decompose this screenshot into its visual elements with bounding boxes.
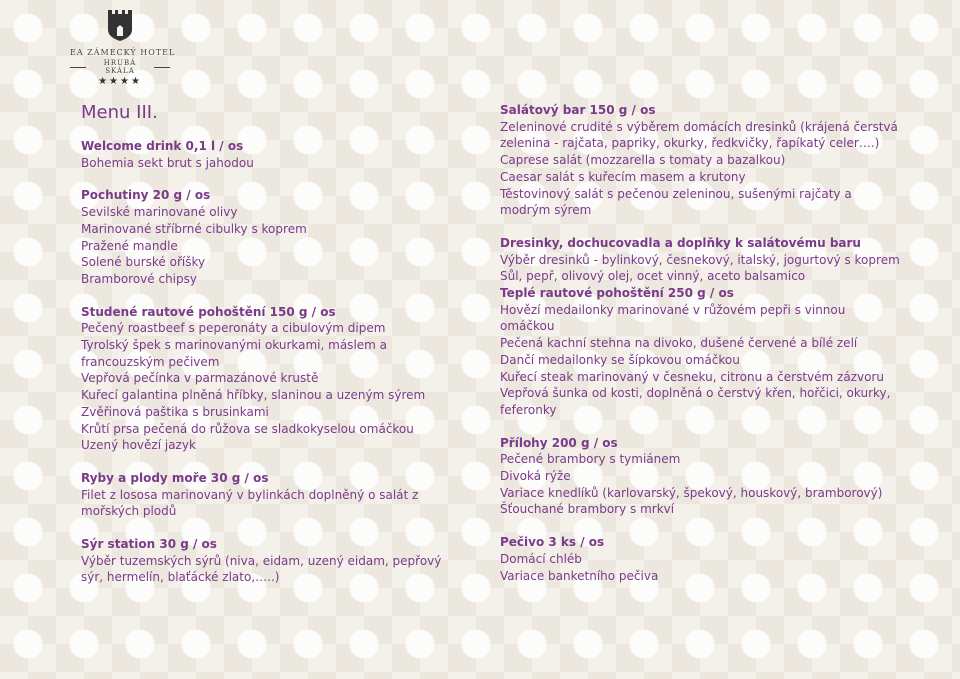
menu-item: Kuřecí galantina plněná hříbky, slaninou a uzeným sýrem <box>81 388 426 403</box>
left-sections <box>81 138 461 586</box>
menu-item: Variace banketního pečiva <box>500 568 659 583</box>
right-sections <box>500 102 900 584</box>
menu-item: Výběr tuzemských sýrů (niva, eidam, uzený eidam, pepřový sýr, hermelín, blaťácké zlato,…..) <box>81 553 442 585</box>
menu-item: Marinované stříbrné cibulky s koprem <box>81 221 307 236</box>
menu-item: Pražené mandle <box>81 238 178 253</box>
castle-tower-icon <box>107 8 133 42</box>
star-rating: ★★★★ <box>98 76 142 87</box>
menu-section <box>81 187 461 287</box>
section-heading: Welcome drink 0,1 l / os <box>81 139 244 153</box>
section-heading: Sýr station 30 g / os <box>81 537 217 552</box>
menu-item: Variace knedlíků (karlovarský, špekový, houskový, bramborový) <box>500 485 883 500</box>
menu-item: Sevilské marinované olivy <box>81 205 238 220</box>
menu-section <box>81 536 461 586</box>
menu-item: Caesar salát s kuřecím masem a krutony <box>500 169 746 184</box>
menu-item: Pečená kachní stehna na divoko, dušené červené a bílé zelí <box>500 336 858 351</box>
menu-item: Výběr dresinků - bylinkový, česnekový, italský, jogurtový s koprem <box>500 252 900 267</box>
logo-rule-right <box>154 67 170 68</box>
menu-item: Solené burské oříšky <box>81 255 206 270</box>
menu-section <box>81 138 461 171</box>
menu-item: Hovězí medailonky marinované v růžovém pepři s vinnou omáčkou <box>500 302 846 334</box>
menu-item: Pečené brambory s tymiánem <box>500 452 681 467</box>
section-heading: Studené rautové pohoštění 150 g / os <box>81 304 336 319</box>
menu-item: Filet z lososa marinovaný v bylinkách doplněný o salát z mořských plodů <box>81 487 419 519</box>
menu-item: Pečený roastbeef s peperonáty a cibulovým dipem <box>81 321 386 336</box>
logo-rule-left <box>70 67 86 68</box>
menu-item: Vepřová šunka od kosti, doplněná o čerstvý křen, hořčici, okurky, feferonky <box>500 386 891 417</box>
section-heading: Pochutiny 20 g / os <box>81 188 211 203</box>
menu-section <box>500 102 900 219</box>
menu-section <box>81 304 461 454</box>
menu-section <box>500 534 900 584</box>
section-heading: Salátový bar 150 g / os <box>500 103 656 117</box>
menu-item: Šťouchané brambory s mrkví <box>500 502 675 517</box>
menu-item: Tyrolský špek s marinovanými okurkami, máslem a francouzským pečivem <box>81 338 388 369</box>
menu-item: Bohemia sekt brut s jahodou <box>81 155 254 170</box>
menu-section <box>500 235 900 285</box>
logo-sub-text: HRUBÁ SKÁLA <box>103 59 137 75</box>
section-heading: Ryby a plody moře 30 g / os <box>81 470 269 485</box>
menu-item: Kuřecí steak marinovaný v česneku, citronu a čerstvém zázvoru <box>500 369 884 384</box>
menu-item: Uzený hovězí jazyk <box>81 438 196 453</box>
menu-item: Dančí medailonky se šípkovou omáčkou <box>500 352 740 367</box>
right-menu-column <box>500 102 900 600</box>
menu-item: Sůl, pepř, olivový olej, ocet vinný, aceto balsamico <box>500 269 806 284</box>
logo-subtitle <box>70 59 170 75</box>
menu-section <box>81 470 461 520</box>
section-heading: Pečivo 3 ks / os <box>500 535 605 550</box>
logo-name: EA ZÁMECKÝ HOTEL <box>70 48 176 57</box>
menu-section <box>500 435 900 519</box>
menu-item: Domácí chléb <box>500 551 582 566</box>
menu-item: Vepřová pečínka v parmazánové krustě <box>81 371 319 386</box>
section-heading: Teplé rautové pohoštění 250 g / os <box>500 286 734 301</box>
menu-item: Zvěřinová paštika s brusinkami <box>81 404 269 419</box>
menu-title: Menu III. <box>81 102 158 123</box>
left-menu-column <box>81 102 461 602</box>
menu-section <box>500 285 900 419</box>
section-heading: Dresinky, dochucovadla a doplňky k salátovému baru <box>500 235 861 250</box>
menu-item: Caprese salát (mozzarella s tomaty a bazalkou) <box>500 153 786 168</box>
section-heading: Přílohy 200 g / os <box>500 435 618 450</box>
menu-item: Zeleninové crudité s výběrem domácích dresinků (krájená čerstvá zelenina - rajčata, papriky, okurky, ředkvičky, řapíkatý celer….) <box>500 119 898 151</box>
menu-item: Těstovinový salát s pečenou zeleninou, sušenými rajčaty a modrým sýrem <box>500 186 852 218</box>
menu-item: Krůtí prsa pečená do růžova se sladkokyselou omáčkou <box>81 421 414 436</box>
menu-item: Bramborové chipsy <box>81 271 197 286</box>
hotel-logo <box>70 8 176 87</box>
menu-item: Divoká rýže <box>500 469 571 484</box>
